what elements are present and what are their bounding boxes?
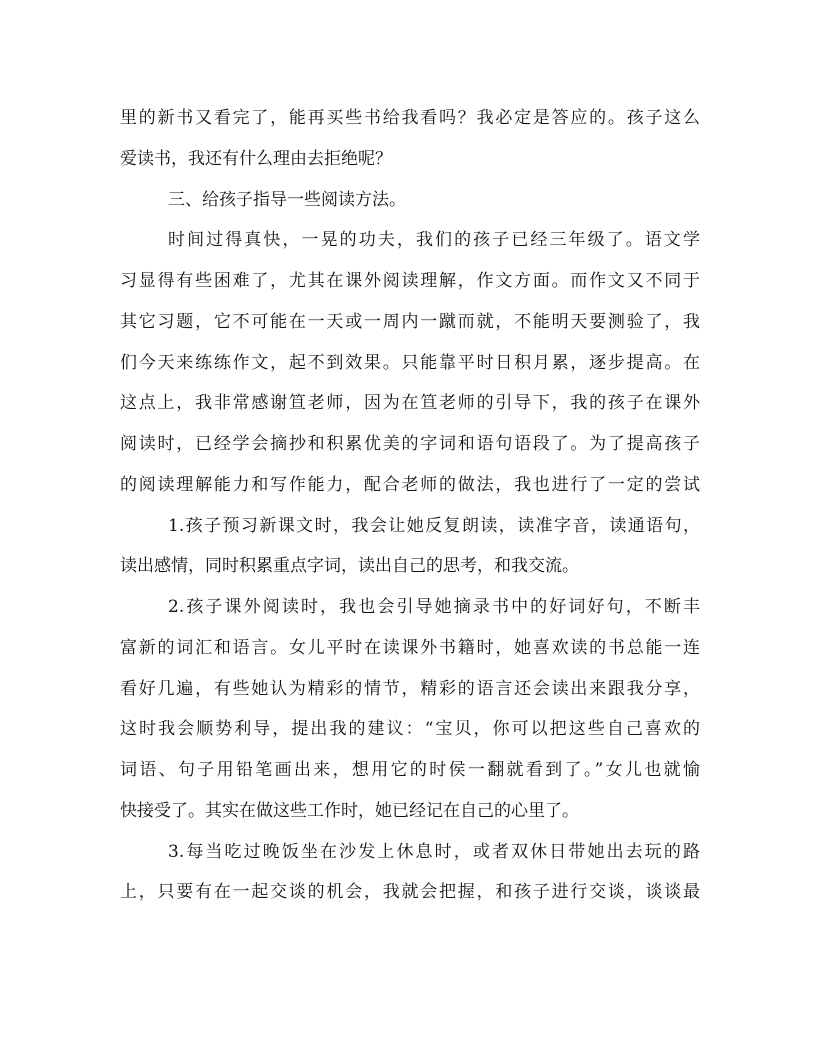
section-heading: 三、给孩子指导一些阅读方法。 bbox=[168, 189, 406, 210]
text-line: 富新的词汇和语言。女儿平时在读课外书籍时，她喜欢读的书总能一连 bbox=[120, 637, 700, 658]
text-line: 爱读书，我还有什么理由去拒绝呢？ bbox=[120, 148, 392, 169]
list-item-text: 2.孩子课外阅读时，我也会引导她摘录书中的好词好句，不断丰 bbox=[168, 597, 700, 617]
text-line: 这点上，我非常感谢笪老师，因为在笪老师的引导下，我的孩子在课外 bbox=[120, 393, 700, 414]
text-line: 其它习题，它不可能在一天或一周内一蹴而就，不能明天要测验了，我 bbox=[120, 311, 700, 332]
text-line: 时间过得真快，一晃的功夫，我们的孩子已经三年级了。语文学 bbox=[168, 230, 700, 251]
list-item-text: 1.孩子预习新课文时，我会让她反复朗读，读准字音，读通语句， bbox=[168, 515, 700, 536]
text-line: 里的新书又看完了，能再买些书给我看吗？我必定是答应的。孩子这么 bbox=[120, 108, 700, 128]
text-line: 读出感情，同时积累重点字词，读出自己的思考，和我交流。 bbox=[120, 556, 579, 577]
text-line: 词语、句子用铅笔画出来，想用它的时侯一翻就看到了。”女儿也就愉 bbox=[120, 760, 700, 780]
text-line: 习显得有些困难了，尤其在课外阅读理解，作文方面。而作文又不同于 bbox=[120, 271, 700, 291]
text-line: 快接受了。其实在做这些工作时，她已经记在自己的心里了。 bbox=[120, 800, 579, 821]
list-item-text: 3.每当吃过晚饭坐在沙发上休息时，或者双休日带她出去玩的路 bbox=[168, 841, 700, 862]
text-line: 看好几遍，有些她认为精彩的情节，精彩的语言还会读出来跟我分享， bbox=[120, 678, 700, 699]
text-line: 阅读时，已经学会摘抄和积累优美的字词和语句语段了。为了提高孩子 bbox=[120, 434, 700, 454]
text-line: 这时我会顺势利导，提出我的建议：“宝贝，你可以把这些自己喜欢的 bbox=[120, 719, 700, 740]
text-line: 们今天来练练作文，起不到效果。只能靠平时日积月累，逐步提高。在 bbox=[120, 352, 700, 373]
text-line: 上，只要有在一起交谈的机会，我就会把握，和孩子进行交谈，谈谈最 bbox=[120, 882, 700, 903]
text-line: 的阅读理解能力和写作能力，配合老师的做法，我也进行了一定的尝试 bbox=[120, 474, 700, 495]
body-text bbox=[120, 98, 700, 913]
